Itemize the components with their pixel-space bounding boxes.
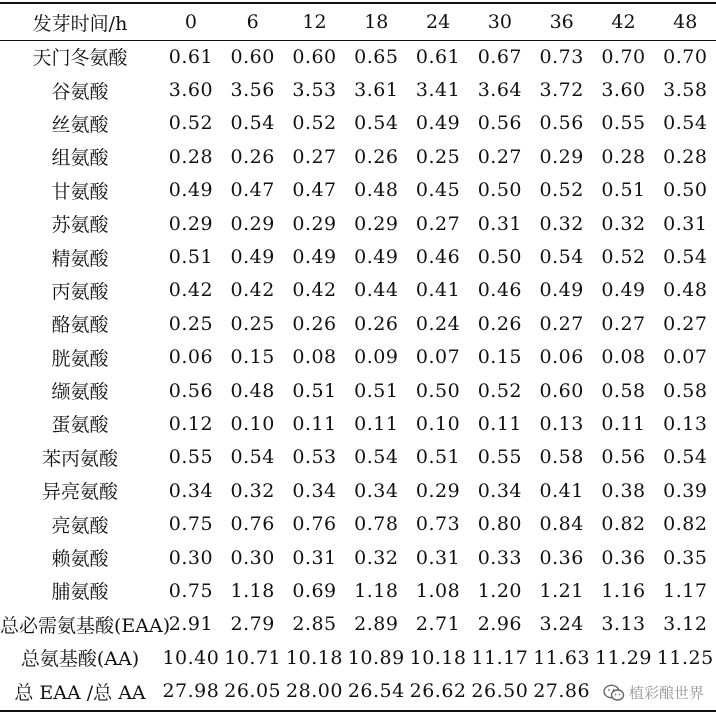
cell-value: 3.72 (539, 79, 584, 102)
cell-value: 0.26 (477, 312, 523, 335)
cell-value: 0.56 (477, 112, 523, 135)
cell-value: 2.85 (292, 613, 337, 636)
cell-value: 0.78 (354, 513, 399, 536)
cell-value: 3.60 (601, 79, 646, 102)
header-time-6: 6 (246, 11, 259, 33)
cell-value: 0.33 (477, 546, 523, 569)
cell-value: 0.13 (539, 412, 584, 435)
row-label: 总必需氨基酸(EAA) (0, 614, 171, 637)
cell-value: 0.08 (292, 346, 337, 369)
cell-value: 1.20 (477, 579, 523, 602)
row-label: 丝氨酸 (51, 113, 109, 136)
cell-value: 0.27 (601, 312, 646, 335)
cell-value: 0.11 (601, 412, 646, 435)
cell-value: 0.48 (230, 379, 275, 402)
cell-value: 0.55 (601, 112, 646, 135)
cell-value: 0.36 (539, 546, 584, 569)
row-label: 脯氨酸 (51, 581, 109, 604)
header-time-24: 24 (425, 11, 451, 33)
cell-value: 0.38 (601, 479, 646, 502)
cell-value: 0.49 (168, 179, 214, 202)
cell-value: 10.40 (162, 646, 220, 669)
cell-value: 0.76 (292, 513, 337, 536)
cell-value: 1.18 (354, 579, 399, 602)
cell-value: 0.54 (354, 112, 399, 135)
cell-value: 0.49 (539, 279, 584, 302)
table-row (0, 307, 716, 340)
cell-value: 0.54 (663, 246, 708, 269)
cell-value: 2.89 (354, 613, 399, 636)
cell-value: 0.56 (539, 112, 584, 135)
table-row (0, 474, 716, 507)
cell-value: 0.07 (415, 346, 461, 369)
cell-value: 0.73 (415, 513, 461, 536)
row-label: 天门冬氨酸 (32, 47, 128, 70)
cell-value: 1.17 (663, 579, 708, 602)
cell-value: 0.55 (168, 446, 214, 469)
cell-value: 0.46 (415, 246, 461, 269)
cell-value: 0.29 (292, 212, 337, 235)
table-header-row (0, 4, 716, 40)
cell-value: 0.08 (601, 346, 646, 369)
cell-value: 0.50 (663, 179, 708, 202)
cell-value: 0.42 (168, 279, 214, 302)
cell-value: 0.31 (477, 212, 523, 235)
cell-value: 0.56 (601, 446, 646, 469)
table-row (0, 207, 716, 240)
cell-value: 0.49 (354, 246, 399, 269)
cell-value: 0.75 (168, 513, 214, 536)
cell-value: 0.80 (477, 513, 523, 536)
table-row (0, 574, 716, 607)
cell-value: 0.29 (539, 145, 584, 168)
row-label: 苯丙氨酸 (41, 447, 118, 470)
cell-value: 2.91 (168, 613, 214, 636)
cell-value: 27.86 (533, 680, 591, 703)
cell-value: 0.49 (230, 246, 275, 269)
cell-value: 0.26 (230, 145, 275, 168)
cell-value: 0.55 (477, 446, 523, 469)
table-row (0, 374, 716, 407)
row-label: 异亮氨酸 (41, 481, 118, 504)
cell-value: 0.82 (663, 513, 708, 536)
row-label: 酪氨酸 (51, 314, 109, 337)
cell-value: 0.32 (539, 212, 584, 235)
table-row (0, 174, 716, 207)
cell-value: 0.27 (415, 212, 461, 235)
cell-value: 0.61 (415, 45, 461, 68)
table-bottom-rule (0, 710, 716, 712)
cell-value: 0.50 (477, 246, 523, 269)
cell-value: 26.50 (471, 680, 529, 703)
cell-value: 0.54 (354, 446, 399, 469)
table-row (0, 73, 716, 106)
cell-value: 3.60 (168, 79, 214, 102)
cell-value: 2.96 (477, 613, 523, 636)
header-label-column: 发芽时间/h (32, 12, 128, 35)
table-row (0, 407, 716, 440)
cell-value: 0.76 (230, 513, 275, 536)
cell-value: 0.61 (168, 45, 214, 68)
header-time-48: 48 (673, 11, 698, 33)
cell-value: 0.51 (415, 446, 461, 469)
table-body (0, 40, 716, 708)
cell-value: 0.30 (230, 546, 275, 569)
cell-value: 0.60 (539, 379, 584, 402)
cell-value: 0.46 (477, 279, 523, 302)
cell-value: 0.29 (354, 212, 399, 235)
cell-value: 0.70 (663, 45, 708, 68)
cell-value: 0.54 (663, 112, 708, 135)
cell-value: 26.05 (224, 680, 282, 703)
cell-value: 0.29 (415, 479, 461, 502)
cell-value: 0.32 (230, 479, 275, 502)
cell-value: 0.06 (168, 346, 214, 369)
cell-value: 3.53 (292, 79, 337, 102)
cell-value: 0.28 (663, 145, 708, 168)
header-time-12: 12 (302, 11, 327, 33)
cell-value: 0.60 (292, 45, 337, 68)
cell-value: 0.26 (292, 312, 337, 335)
cell-value: 0.31 (663, 212, 708, 235)
cell-value: 11.25 (656, 646, 714, 669)
cell-value: 11.29 (595, 646, 652, 669)
cell-value: 0.06 (539, 346, 584, 369)
row-label: 甘氨酸 (51, 180, 109, 203)
cell-value: 0.52 (292, 112, 337, 135)
cell-value: 3.58 (663, 79, 708, 102)
header-time-30: 30 (487, 11, 512, 33)
header-time-42: 42 (611, 11, 636, 33)
wechat-icon (603, 684, 625, 702)
cell-value: 0.34 (477, 479, 523, 502)
cell-value: 0.41 (415, 279, 461, 302)
cell-value: 0.29 (230, 212, 275, 235)
cell-value: 0.13 (663, 412, 708, 435)
cell-value: 0.52 (477, 379, 523, 402)
cell-value: 0.51 (168, 246, 214, 269)
cell-value: 0.50 (415, 379, 461, 402)
watermark (601, 682, 706, 703)
cell-value: 2.79 (230, 613, 275, 636)
cell-value: 0.34 (354, 479, 399, 502)
cell-value: 1.08 (415, 579, 461, 602)
row-label: 缬氨酸 (51, 381, 109, 404)
cell-value: 10.89 (347, 646, 405, 669)
cell-value: 0.27 (292, 145, 337, 168)
cell-value: 0.56 (168, 379, 214, 402)
cell-value: 3.24 (539, 613, 584, 636)
cell-value: 26.62 (409, 680, 467, 703)
cell-value: 0.15 (230, 346, 275, 369)
cell-value: 0.26 (354, 312, 399, 335)
row-label: 精氨酸 (51, 247, 109, 270)
cell-value: 0.10 (415, 412, 461, 435)
cell-value: 0.48 (354, 179, 399, 202)
cell-value: 0.11 (354, 412, 399, 435)
cell-value: 10.18 (286, 646, 343, 669)
amino-acid-table (0, 4, 716, 708)
header-time-0: 0 (184, 11, 197, 33)
header-time-36: 36 (549, 11, 574, 33)
cell-value: 0.60 (230, 45, 275, 68)
cell-value: 0.31 (415, 546, 461, 569)
cell-value: 3.64 (477, 79, 523, 102)
cell-value: 0.82 (601, 513, 646, 536)
row-label: 赖氨酸 (51, 548, 109, 571)
cell-value: 0.25 (415, 145, 461, 168)
row-label: 苏氨酸 (51, 214, 109, 237)
cell-value: 0.39 (663, 479, 708, 502)
cell-value: 0.36 (601, 546, 646, 569)
cell-value: 1.16 (601, 579, 646, 602)
cell-value: 0.48 (663, 279, 708, 302)
table-row (0, 441, 716, 474)
table-row (0, 140, 716, 173)
cell-value: 0.15 (477, 346, 523, 369)
cell-value: 0.52 (539, 179, 584, 202)
cell-value: 0.07 (663, 346, 708, 369)
cell-value: 0.52 (601, 246, 646, 269)
cell-value: 0.58 (601, 379, 646, 402)
cell-value: 0.31 (292, 546, 337, 569)
watermark-text: 植彩酿世界 (628, 684, 704, 702)
cell-value: 11.17 (471, 646, 529, 669)
cell-value: 0.27 (477, 145, 523, 168)
cell-value: 0.24 (415, 312, 461, 335)
cell-value: 0.45 (415, 179, 461, 202)
table-row (0, 341, 716, 374)
cell-value: 1.21 (539, 579, 584, 602)
cell-value: 0.58 (539, 446, 584, 469)
cell-value: 0.34 (168, 479, 214, 502)
table-row (0, 107, 716, 140)
cell-value: 0.49 (292, 246, 337, 269)
cell-value: 0.54 (663, 446, 708, 469)
cell-value: 0.49 (601, 279, 646, 302)
cell-value: 0.53 (292, 446, 337, 469)
cell-value: 2.71 (415, 613, 461, 636)
cell-value: 0.44 (354, 279, 399, 302)
cell-value: 26.54 (347, 680, 405, 703)
cell-value: 0.09 (354, 346, 399, 369)
cell-value: 0.47 (230, 179, 275, 202)
cell-value: 0.47 (292, 179, 337, 202)
cell-value: 0.30 (168, 546, 214, 569)
cell-value: 10.71 (224, 646, 282, 669)
cell-value: 0.32 (354, 546, 399, 569)
cell-value: 0.34 (292, 479, 337, 502)
cell-value: 0.51 (292, 379, 337, 402)
cell-value: 0.42 (292, 279, 337, 302)
table-row (0, 274, 716, 307)
cell-value: 10.18 (409, 646, 467, 669)
cell-value: 0.32 (601, 212, 646, 235)
row-label: 胱氨酸 (51, 347, 109, 370)
header-time-18: 18 (364, 11, 389, 33)
cell-value: 0.27 (663, 312, 708, 335)
cell-value: 0.75 (168, 579, 214, 602)
cell-value: 0.49 (415, 112, 461, 135)
cell-value: 0.42 (230, 279, 275, 302)
cell-value: 0.11 (292, 412, 337, 435)
cell-value: 0.35 (663, 546, 708, 569)
cell-value: 0.51 (354, 379, 399, 402)
cell-value: 0.54 (230, 112, 275, 135)
cell-value: 0.65 (354, 45, 399, 68)
cell-value: 0.11 (477, 412, 523, 435)
cell-value: 0.41 (539, 479, 584, 502)
cell-value: 0.52 (168, 112, 214, 135)
row-label: 总 EAA /总 AA (14, 681, 146, 704)
cell-value: 0.28 (168, 145, 214, 168)
cell-value: 3.41 (415, 79, 461, 102)
cell-value: 0.73 (539, 45, 584, 68)
cell-value: 0.25 (168, 312, 214, 335)
row-label: 组氨酸 (51, 147, 109, 170)
cell-value: 0.12 (168, 412, 214, 435)
cell-value: 28.00 (286, 680, 343, 703)
cell-value: 0.26 (354, 145, 399, 168)
cell-value: 0.67 (477, 45, 523, 68)
row-label: 亮氨酸 (51, 514, 109, 537)
cell-value: 0.58 (663, 379, 708, 402)
cell-value: 3.61 (354, 79, 399, 102)
cell-value: 0.29 (168, 212, 214, 235)
table-row (0, 40, 716, 73)
cell-value: 0.51 (601, 179, 646, 202)
table-row (0, 240, 716, 273)
row-label: 总氨基酸(AA) (20, 648, 140, 671)
cell-value: 0.28 (601, 145, 646, 168)
cell-value: 3.13 (601, 613, 646, 636)
cell-value: 11.63 (533, 646, 591, 669)
cell-value: 3.12 (663, 613, 708, 636)
cell-value: 0.10 (230, 412, 275, 435)
cell-value: 27.98 (162, 680, 220, 703)
cell-value: 0.54 (230, 446, 275, 469)
table-row (0, 608, 716, 641)
table-row (0, 641, 716, 674)
table-row (0, 507, 716, 540)
cell-value: 0.25 (230, 312, 275, 335)
cell-value: 1.18 (230, 579, 275, 602)
cell-value: 3.56 (230, 79, 275, 102)
cell-value: 0.70 (601, 45, 646, 68)
cell-value: 0.50 (477, 179, 523, 202)
cell-value: 0.69 (292, 579, 337, 602)
row-label: 蛋氨酸 (51, 414, 109, 437)
cell-value: 0.84 (539, 513, 584, 536)
row-label: 丙氨酸 (51, 280, 109, 303)
table-row (0, 541, 716, 574)
row-label: 谷氨酸 (51, 80, 109, 103)
cell-value: 0.27 (539, 312, 584, 335)
cell-value: 0.54 (539, 246, 584, 269)
